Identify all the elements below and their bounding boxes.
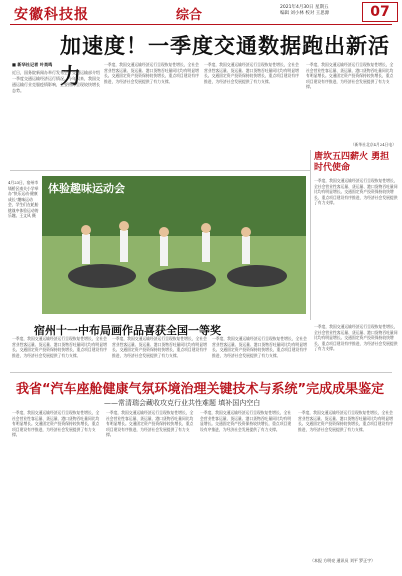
photo-title: 体验趣味运动会 xyxy=(48,182,125,195)
right-article-title: 唐坎五四薪火 勇担时代使命 xyxy=(314,152,390,173)
section-title: 综合 xyxy=(176,8,203,23)
lead-column-2: 一季度，我国交通运输经济运行呈现恢复性增长，全社会营业性客运量、货运量、港口货物吞吐量同比均有明显增长。交通固定资产投资保持较快增长，重点项目建设有序推进，为经济社会发展提供了有力支撑。 xyxy=(104,62,199,84)
lead-column-4: 一季度，我国交通运输经济运行呈现恢复性增长，全社会营业性客运量、货运量、港口货物吞吐量同比均有明显增长。交通固定资产投资保持较快增长，重点项目建设有序推进，为经济社会发展提供了有力支撑。 xyxy=(306,62,394,90)
masthead xyxy=(0,0,402,24)
column-divider xyxy=(310,150,311,320)
bottom-credit: （本报 方明亮 通讯员 刘平 罗正宇） xyxy=(310,558,376,563)
photo-caption: 4月23日，宿州市埇桥区南关小学举办“快乐运动·健康成长”趣味运动会，学生们在轮胎挑战中体验运动的乐趣。王文风 摄 xyxy=(8,180,39,218)
sports-photo xyxy=(42,176,306,314)
newspaper-logo: 安徽科技报 xyxy=(14,7,89,23)
bottom-column-3: 一季度，我国交通运输经济运行呈现恢复性增长，全社会营业性客运量、货运量、港口货物吞吐量同比均有明显增长。交通固定资产投资保持较快增长，重点项目建设有序推进，为经济社会发展提供了有力支撑。 xyxy=(200,410,292,432)
lead-column-3: 一季度，我国交通运输经济运行呈现恢复性增长，全社会营业性客运量、货运量、港口货物吞吐量同比均有明显增长。交通固定资产投资保持较快增长，重点项目建设有序推进，为经济社会发展提供了有力支撑。 xyxy=(204,62,299,84)
date-line: 2021年4月30日 星期五 xyxy=(280,5,329,10)
subhead-text-1: 一季度，我国交通运输经济运行呈现恢复性增长，全社会营业性客运量、货运量、港口货物吞吐量同比均有明显增长。交通固定资产投资保持较快增长，重点项目建设有序推进，为经济社会发展提供了有力支撑。 xyxy=(12,336,107,358)
date-info xyxy=(280,5,329,17)
lead-column-1 xyxy=(12,62,100,94)
bottom-column-2: 一季度，我国交通运输经济运行呈现恢复性增长，全社会营业性客运量、货运量、港口货物吞吐量同比均有明显增长。交通固定资产投资保持较快增长，重点项目建设有序推进，为经济社会发展提供了有力支撑。 xyxy=(106,410,194,438)
bottom-column-4: 一季度，我国交通运输经济运行呈现恢复性增长，全社会营业性客运量、货运量、港口货物吞吐量同比均有明显增长。交通固定资产投资保持较快增长，重点项目建设有序推进，为经济社会发展提供了有力支撑。 xyxy=(298,410,393,432)
lead-credit: （新华社北京4月24日电） xyxy=(350,142,396,147)
masthead-rule xyxy=(10,24,392,25)
subhead-text-3: 一季度，我国交通运输经济运行呈现恢复性增长，全社会营业性客运量、货运量、港口货物吞吐量同比均有明显增长。交通固定资产投资保持较快增长，重点项目建设有序推进，为经济社会发展提供了有力支撑。 xyxy=(212,336,307,358)
lead-text: 近日，国务院新闻办举行发布会，交通运输部介绍一季度交通运输经济运行情况。今年以来，我国交通运输行业克服疫情影响，主要指标呈现较快增长态势。 xyxy=(12,70,100,93)
divider xyxy=(10,372,392,373)
divider xyxy=(10,170,310,171)
edition-line: 编辑 刘小林 校对 王思源 xyxy=(280,11,330,16)
right-article-text-2: 一季度，我国交通运输经济运行呈现恢复性增长，全社会营业性客运量、货运量、港口货物吞吐量同比均有明显增长。交通固定资产投资保持较快增长，重点项目建设有序推进，为经济社会发展提供了有力支撑。 xyxy=(314,324,398,352)
lead-byline: ■ 新华社记者 叶昊鸣 xyxy=(12,62,53,67)
page-headline: 加速度！一季度交通数据跑出新活力 xyxy=(60,34,390,88)
subhead-title: 宿州十一中布局画作品喜获全国一等奖 xyxy=(34,324,221,337)
big-subheadline: ——常清瑞会藏收攻克行业共性难题 填补国内空白 xyxy=(104,399,261,407)
bottom-column-1: 一季度，我国交通运输经济运行呈现恢复性增长，全社会营业性客运量、货运量、港口货物吞吐量同比均有明显增长。交通固定资产投资保持较快增长，重点项目建设有序推进，为经济社会发展提供了有力支撑。 xyxy=(12,410,100,438)
big-headline: 我省“汽车座舱健康气氛环境治理关键技术与系统”完成成果鉴定 xyxy=(16,382,385,397)
right-article-text: 一季度，我国交通运输经济运行呈现恢复性增长，全社会营业性客运量、货运量、港口货物吞吐量同比均有明显增长。交通固定资产投资保持较快增长，重点项目建设有序推进，为经济社会发展提供了有力支撑。 xyxy=(314,178,398,206)
subhead-text-2: 一季度，我国交通运输经济运行呈现恢复性增长，全社会营业性客运量、货运量、港口货物吞吐量同比均有明显增长。交通固定资产投资保持较快增长，重点项目建设有序推进，为经济社会发展提供了有力支撑。 xyxy=(112,336,207,358)
photo-scene xyxy=(42,176,306,314)
page-number: 07 xyxy=(362,2,398,22)
